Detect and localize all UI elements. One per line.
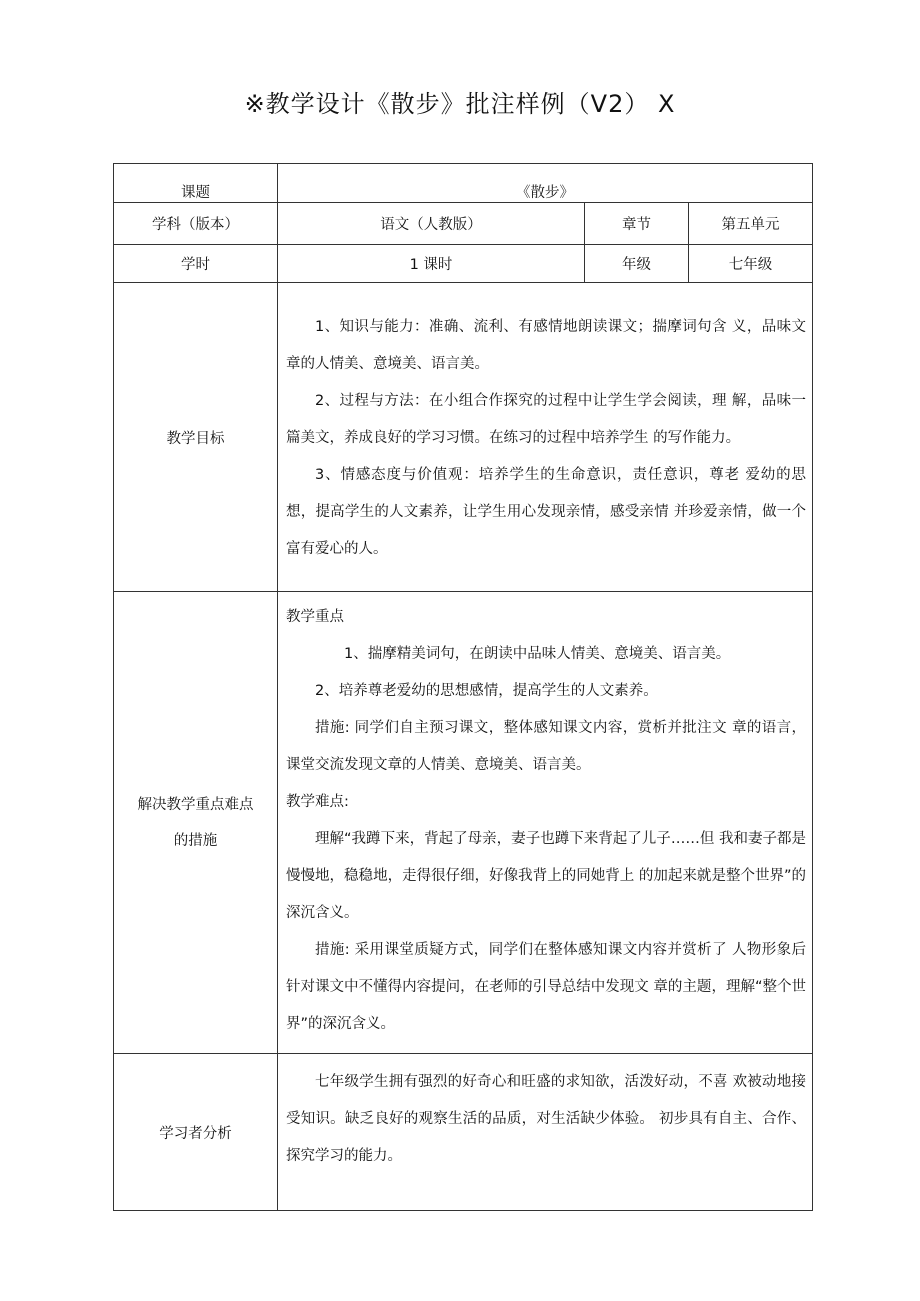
objectives-cell xyxy=(278,283,813,592)
table-row xyxy=(114,164,813,203)
subject-value: 语文（人教版） xyxy=(278,203,585,245)
learner-text: 七年级学生拥有强烈的好奇心和旺盛的求知欲，活泼好动，不喜 欢被动地接受知识。缺乏良好的观察生活的品质，对生活缺少体验。 初步具有自主、合作、探究学习的能力。 xyxy=(286,1073,807,1164)
subject-label: 学科（版本） xyxy=(114,203,278,245)
topic-label: 课题 xyxy=(114,164,278,203)
document-title: ※教学设计《散步》批注样例（V2） X xyxy=(244,90,676,118)
table-row xyxy=(114,1054,813,1211)
measures-cell xyxy=(278,592,813,1054)
measures-label-line: 的措施 xyxy=(173,832,218,849)
learner-label: 学习者分析 xyxy=(114,1054,278,1211)
objective-item: 1、知识与能力：准确、流利、有感情地朗读课文；揣摩词句含 义，品味文章的人情美、意境美、语言美。 xyxy=(286,318,807,372)
key-heading: 教学重点 xyxy=(286,608,344,625)
difficulty-text: 理解“我蹲下来，背起了母亲，妻子也蹲下来背起了儿子……但 我和妻子都是慢慢地，稳稳地，走得很仔细，好像我背上的同她背上 的加起来就是整个世界”的深沉含义。 xyxy=(286,830,807,921)
key-point: 2、培养尊老爱幼的思想感情，提高学生的人文素养。 xyxy=(315,682,658,699)
hours-label: 学时 xyxy=(114,245,278,283)
objective-item: 3、情感态度与价值观：培养学生的生命意识，责任意识，尊老 爱幼的思想，提高学生的人文素养，让学生用心发现亲情，感受亲情 并珍爱亲情，做一个富有爱心的人。 xyxy=(286,466,807,557)
chapter-value: 第五单元 xyxy=(689,203,813,245)
key-point: 1、揣摩精美词句，在朗读中品味人情美、意境美、语言美。 xyxy=(344,645,731,662)
lesson-plan-table xyxy=(113,163,813,1211)
table-row xyxy=(114,245,813,283)
hours-value: 1 课时 xyxy=(278,245,585,283)
table-row xyxy=(114,283,813,592)
objective-item: 2、过程与方法：在小组合作探究的过程中让学生学会阅读，理 解，品味一篇美文，养成良好的学习习惯。在练习的过程中培养学生 的写作能力。 xyxy=(286,392,807,446)
measures-label xyxy=(114,592,278,1054)
chapter-label: 章节 xyxy=(585,203,689,245)
difficulty-heading: 教学难点: xyxy=(286,793,349,810)
grade-value: 七年级 xyxy=(689,245,813,283)
table-row xyxy=(114,592,813,1054)
learner-cell xyxy=(278,1054,813,1211)
key-measure: 措施: 同学们自主预习课文，整体感知课文内容，赏析并批注文 章的语言，课堂交流发现文章的人情美、意境美、语言美。 xyxy=(286,719,807,773)
table-row xyxy=(114,203,813,245)
grade-label: 年级 xyxy=(585,245,689,283)
measures-label-line: 解决教学重点难点 xyxy=(137,796,254,813)
topic-value: 《散步》 xyxy=(278,164,813,203)
objectives-label: 教学目标 xyxy=(114,283,278,592)
difficulty-measure: 措施: 采用课堂质疑方式，同学们在整体感知课文内容并赏析了 人物形象后针对课文中不懂得内容提问，在老师的引导总结中发现文 章的主题，理解“整个世界”的深沉含义。 xyxy=(286,941,807,1032)
